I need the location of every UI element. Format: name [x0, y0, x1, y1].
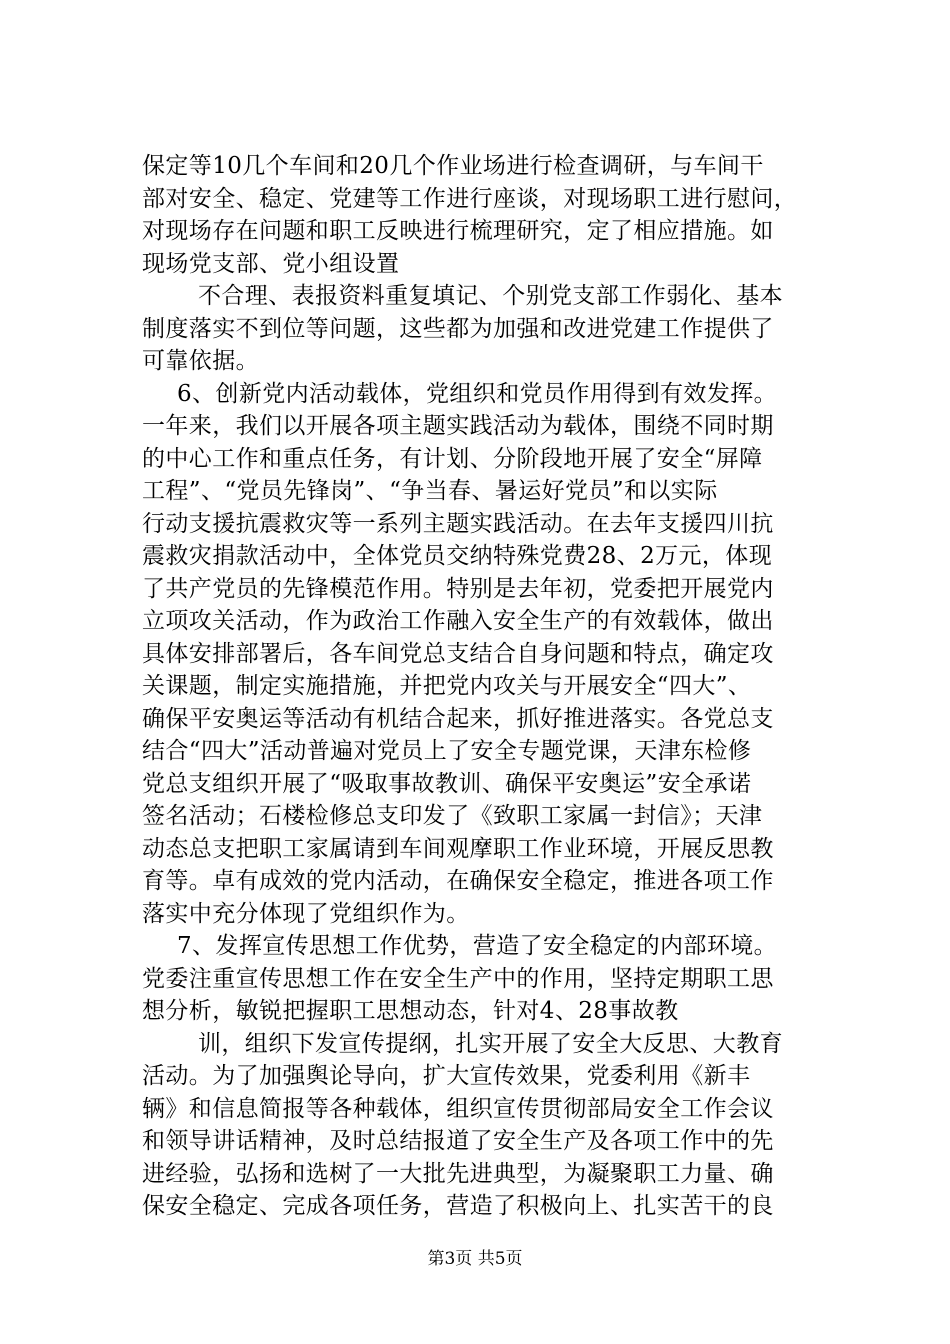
text-line: 制度落实不到位等问题，这些都为加强和改进党建工作提供了: [142, 315, 774, 342]
text-line: 工程”、“党员先锋岗”、“争当春、暑运好党员”和以实际: [142, 478, 718, 504]
text-line: 动态总支把职工家属请到车间观摩职工作业环境，开展反思教: [142, 835, 774, 862]
text-line: 立项攻关活动，作为政治工作融入安全生产的有效载体，做出: [142, 608, 774, 634]
text-line: 一年来，我们以开展各项主题实践活动为载体，围绕不同时期: [142, 413, 774, 439]
text-line: 落实中充分体现了党组织作为。: [142, 900, 470, 927]
text-line: 不合理、表报资料重复填记、个别党支部工作弱化、基本: [198, 283, 783, 309]
text-line: 进经验，弘扬和选树了一大批先进典型，为凝聚职工力量、确: [142, 1160, 774, 1187]
text-line: 保定等10几个车间和20几个作业场进行检查调研，与车间干: [142, 153, 764, 179]
text-line: 训，组织下发宣传提纲，扎实开展了安全大反思、大教育: [198, 1030, 783, 1057]
text-line: 对现场存在问题和职工反映进行梳理研究，定了相应措施。如: [142, 218, 774, 244]
text-line: 具体安排部署后，各车间党总支结合自身问题和特点，确定攻: [142, 640, 774, 667]
text-line: 党总支组织开展了“吸取事故教训、确保平安奥运”安全承诺: [142, 770, 752, 797]
text-line: 关课题，制定实施措施，并把党内攻关与开展安全“四大”、: [142, 673, 752, 699]
text-line: 辆》和信息简报等各种载体，组织宣传贯彻部局安全工作会议: [142, 1095, 774, 1122]
text-line: 确保平安奥运等活动有机结合起来，抓好推进落实。各党总支: [142, 705, 774, 732]
text-line: 的中心工作和重点任务，有计划、分阶段地开展了安全“屏障: [142, 445, 763, 472]
body-text: [142, 150, 832, 1223]
text-line: 了共产党员的先锋模范作用。特别是去年初，党委把开展党内: [142, 575, 774, 602]
text-line: 震救灾捐款活动中，全体党员交纳特殊党费28、2万元，体现: [142, 543, 773, 569]
text-line: 签名活动；石楼检修总支印发了《致职工家属一封信》；天津: [142, 803, 763, 829]
text-line: 行动支援抗震救灾等一系列主题实践活动。在去年支援四川抗: [142, 510, 774, 537]
text-line: 党委注重宣传思想工作在安全生产中的作用，坚持定期职工思: [142, 965, 774, 992]
text-line: 想分析，敏锐把握职工思想动态，针对4、28事故教: [142, 998, 679, 1024]
text-line: 和领导讲话精神，及时总结报道了安全生产及各项工作中的先: [142, 1128, 774, 1154]
page-number-footer: 第3页 共5页: [427, 1249, 523, 1269]
text-line: 保安全稳定、完成各项任务，营造了积极向上、扎实苦干的良: [142, 1193, 774, 1219]
text-line: 育等。卓有成效的党内活动，在确保安全稳定，推进各项工作: [142, 868, 774, 894]
text-line: 部对安全、稳定、党建等工作进行座谈，对现场职工进行慰问，: [142, 185, 798, 212]
text-line: 可靠依据。: [142, 348, 259, 374]
text-line: 6、创新党内活动载体，党组织和党员作用得到有效发挥。: [177, 380, 778, 407]
text-line: 结合“四大”活动普遍对党员上了安全专题党课，天津东检修: [142, 738, 752, 764]
text-line: 7、发挥宣传思想工作优势，营造了安全稳定的内部环境。: [177, 933, 778, 959]
text-line: 现场党支部、党小组设置: [142, 250, 400, 277]
text-line: 活动。为了加强舆论导向，扩大宣传效果，党委利用《新丰: [142, 1063, 751, 1089]
